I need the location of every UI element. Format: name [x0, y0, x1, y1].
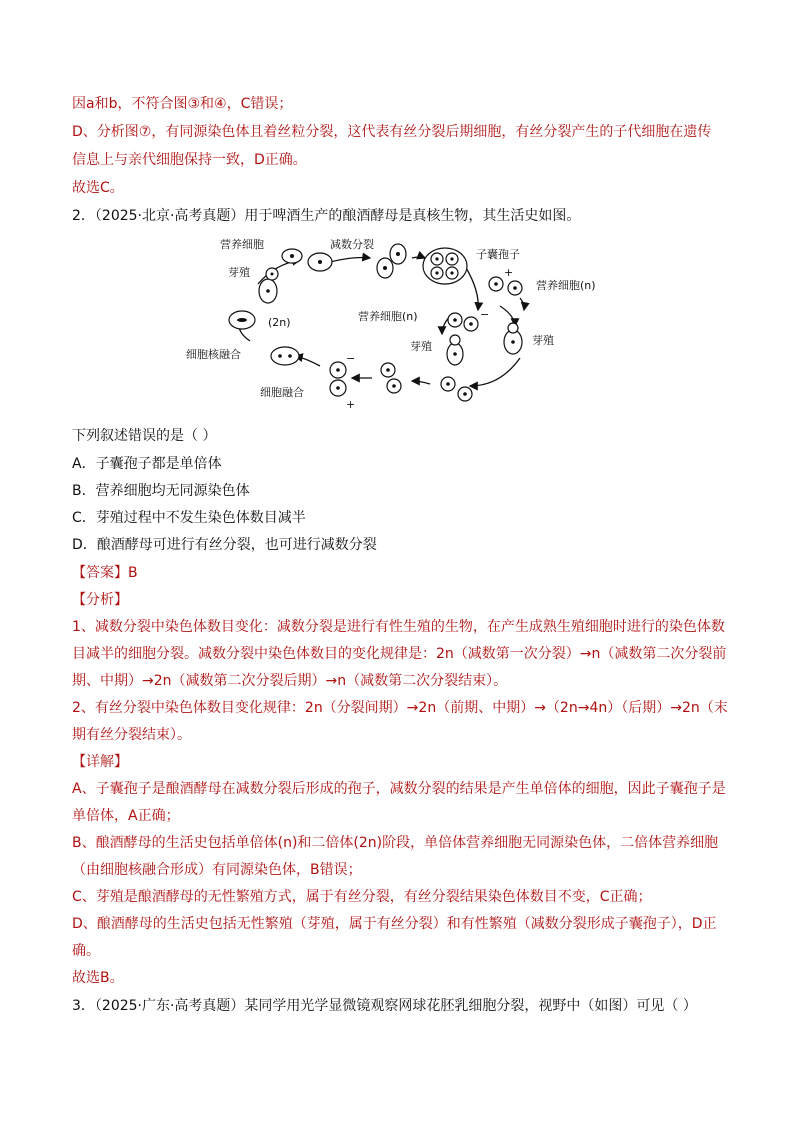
- analysis-line: 1、减数分裂中染色体数目变化：减数分裂是进行有性生殖的生物，在产生成熟生殖细胞时进行的染色体数: [72, 619, 725, 635]
- label-cell-fusion: 细胞融合: [260, 386, 304, 399]
- detail-line: 确。: [72, 943, 100, 959]
- detail-line: 单倍体，A正确；: [72, 808, 180, 824]
- yeast-life-cycle-diagram: [180, 236, 620, 416]
- solution-choice: 故选B。: [72, 970, 124, 986]
- question-prompt: 下列叙述错误的是（ ）: [72, 428, 217, 444]
- ascus: [423, 248, 467, 284]
- label-2n: (2n): [268, 316, 291, 329]
- option-d: D．酿酒酵母可进行有丝分裂，也可进行减数分裂: [72, 537, 377, 553]
- cell-nucleus: [435, 271, 438, 274]
- solution-choice: 故选C。: [72, 180, 124, 196]
- cell-nucleus: [396, 252, 400, 256]
- label-meiosis: 减数分裂: [330, 238, 374, 251]
- option-c: C．芽殖过程中不发生染色体数目减半: [72, 510, 306, 526]
- cell-nucleus: [288, 354, 292, 358]
- analysis-line: 期、中期）→2n（减数第二次分裂后期）→n（减数第二次分裂结束）。: [72, 673, 508, 689]
- cell-nucleus: [336, 368, 340, 372]
- detail-line: D、酿酒酵母的生活史包括无性繁殖（芽殖，属于有丝分裂）和有性繁殖（减数分裂形成子囊孢子），D正: [72, 916, 717, 932]
- cell-nucleus: [237, 318, 247, 322]
- cell-nucleus: [318, 260, 322, 264]
- cell-nucleus: [511, 340, 515, 344]
- arrow: [465, 266, 478, 310]
- cell-nucleus: [453, 352, 457, 356]
- cell-nucleus: [513, 286, 517, 290]
- cell-nucleus: [290, 254, 294, 258]
- cell-nucleus: [383, 266, 387, 270]
- analysis-line: 目减半的细胞分裂。减数分裂中染色体数目的变化规律是：2n（减数第一次分裂）→n（减数第二次分裂前: [72, 646, 727, 662]
- arrow: [470, 358, 520, 386]
- cell-nucleus: [494, 282, 498, 286]
- analysis-line: 2、有丝分裂中染色体数目变化规律：2n（分裂间期）→2n（前期、中期）→（2n→4n）（后期）→2n（末: [72, 700, 728, 716]
- cell-nucleus: [463, 392, 467, 396]
- detail-line: A、子囊孢子是酿酒酵母在减数分裂后形成的孢子，减数分裂的结果是产生单倍体的细胞，因此子囊孢子是: [72, 781, 726, 797]
- solution-line: 因a和b，不符合图③和④，C错误；: [72, 96, 293, 112]
- solution-line: 信息上与亲代细胞保持一致，D正确。: [72, 152, 307, 168]
- label-minus: −: [480, 308, 490, 321]
- detail-line: B、酿酒酵母的生活史包括单倍体(n)和二倍体(2n)阶段，单倍体营养细胞无同源染色体，二倍体营养细胞: [72, 835, 719, 851]
- cell-nucleus: [469, 322, 473, 326]
- option-a: A．子囊孢子都是单倍体: [72, 456, 222, 472]
- cell-nucleus: [271, 273, 274, 276]
- answer-tag: 【答案】B: [72, 565, 138, 581]
- cell-nucleus: [450, 271, 453, 274]
- bud: [450, 335, 460, 345]
- cell-nucleus: [278, 354, 282, 358]
- cell-nucleus: [450, 257, 453, 260]
- analysis-tag: 【分析】: [72, 592, 128, 608]
- detail-tag: 【详解】: [72, 754, 128, 770]
- option-b: B．营养细胞均无同源染色体: [72, 483, 250, 499]
- analysis-line: 期有丝分裂结束）。: [72, 727, 191, 743]
- label-nuclear-fusion: 细胞核融合: [186, 348, 241, 361]
- arrow: [412, 381, 430, 384]
- label-plus: +: [346, 398, 356, 411]
- label-vegetative-cell-n: 营养细胞(n): [358, 310, 418, 323]
- cell-nucleus: [453, 318, 457, 322]
- cell-nucleus: [435, 257, 438, 260]
- label-plus: +: [504, 266, 514, 279]
- label-ascospore: 子囊孢子: [476, 248, 520, 261]
- arrow: [412, 257, 425, 258]
- cell-nucleus: [386, 368, 390, 372]
- detail-line: （由细胞核融合形成）有同源染色体，B错误；: [72, 862, 362, 878]
- label-budding: 芽殖: [410, 340, 432, 353]
- arrow: [330, 258, 370, 263]
- label-budding: 芽殖: [228, 266, 250, 279]
- fusing-cell: [271, 347, 299, 365]
- label-vegetative-cell: 营养细胞: [220, 238, 264, 251]
- solution-line: D、分析图⑦，有同源染色体且着丝粒分裂，这代表有丝分裂后期细胞，有丝分裂产生的子代细胞在遗传: [72, 124, 712, 140]
- arrow: [520, 298, 524, 310]
- detail-line: C、芽殖是酿酒酵母的无性繁殖方式，属于有丝分裂，有丝分裂结果染色体数目不变，C正确；: [72, 889, 652, 905]
- question-3-stem: 3．（2025·广东·高考真题）某同学用光学显微镜观察网球花胚乳细胞分裂，视野中（如图）可见（ ）: [72, 998, 697, 1014]
- cell-nucleus: [446, 382, 450, 386]
- label-vegetative-cell-n: 营养细胞(n): [536, 279, 596, 292]
- label-budding: 芽殖: [532, 334, 554, 347]
- question-2-stem: 2．（2025·北京·高考真题）用于啤酒生产的酿酒酵母是真核生物，其生活史如图。: [72, 208, 581, 224]
- cell-nucleus: [336, 386, 340, 390]
- cell-nucleus: [266, 289, 270, 293]
- bud: [508, 323, 518, 333]
- cell-nucleus: [392, 384, 396, 388]
- label-minus: −: [346, 352, 356, 365]
